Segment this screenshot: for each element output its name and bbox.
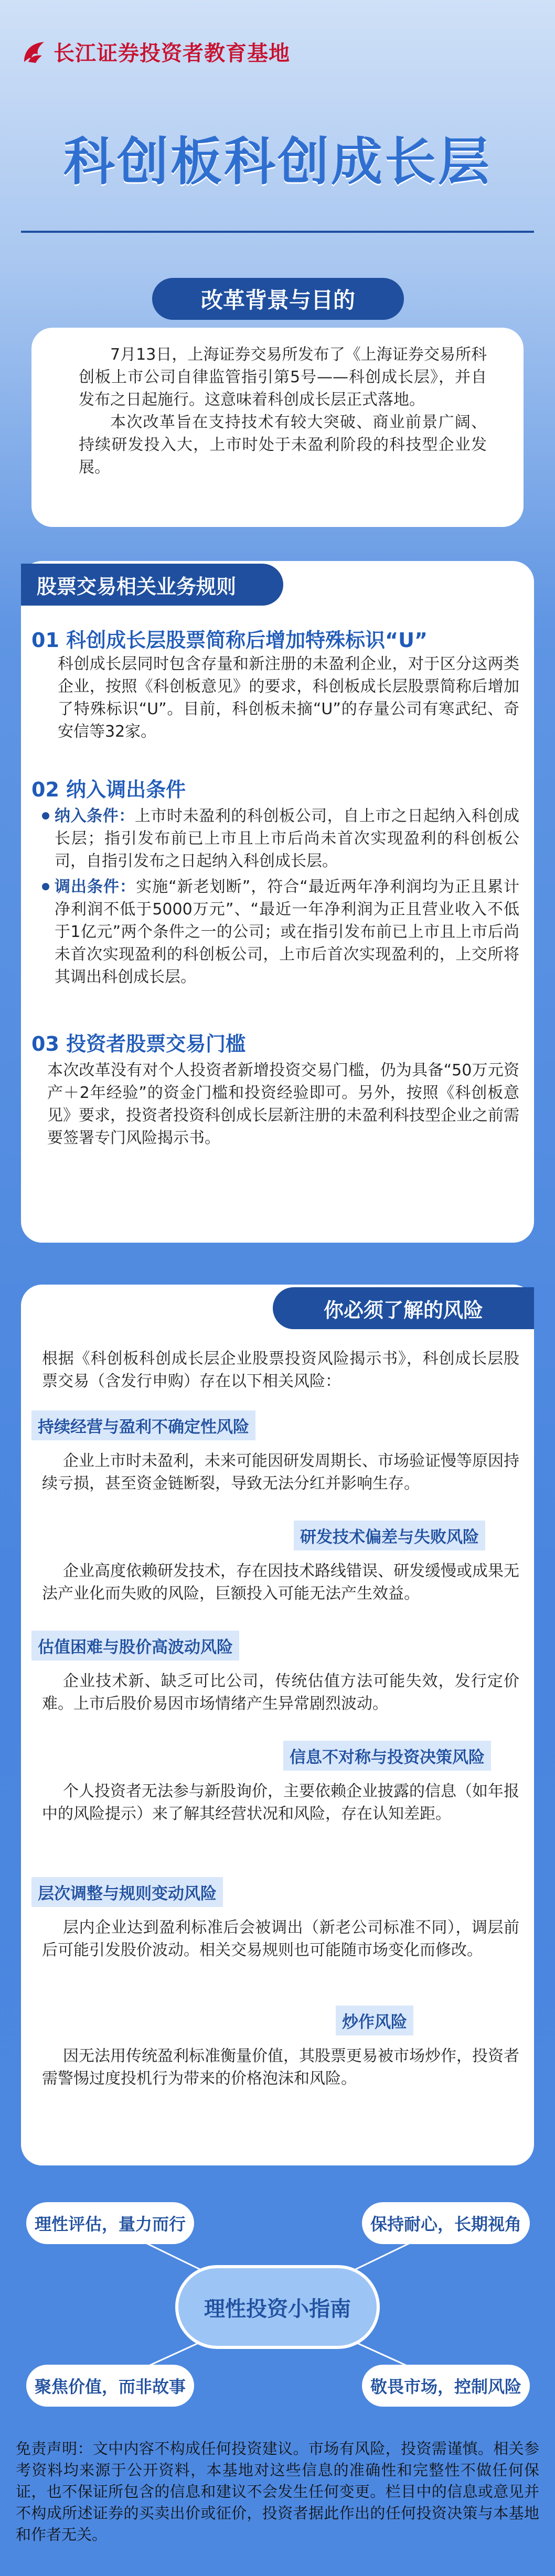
section-title-background [21,564,283,606]
rule-heading-03: 03 投资者股票交易门槛 [31,1032,246,1055]
risk-tag: 估值困难与股价高波动风险 [31,1631,239,1661]
risk-text: 企业上市时未盈利，未来可能因研发周期长、市场验证慢等原因持续亏损，甚至资金链断裂，导致无法分红并影响生存。 [42,1452,519,1493]
background-card [31,328,524,527]
risk-tag: 研发技术偏差与失败风险 [294,1521,485,1550]
brand-header [21,37,290,67]
section-title: 改革背景与目的 [200,287,355,313]
rule-bullets-02 [42,805,519,988]
risk-intro: 根据《科创板科创成长层企业股票投资风险揭示书》，科创成长层股票交易（含发行申购）存在以下相关风险： [42,1350,519,1391]
section-title-background [152,278,404,320]
title-divider [21,231,534,233]
risk-tag: 层次调整与规则变动风险 [31,1877,223,1907]
bullet-text: 实施“新老划断”，符合“最近两年净利润均为正且累计净利润不低于5000万元”、“最近一年净利润为正且营业收入不低于1亿元”两个条件之一的公司；或在指引发布前已上市且上市后尚未首次实现盈利的科创板公司，上市后首次实现盈利的，上交所将其调出科创成长层。 [55,878,519,986]
bullet-icon [42,883,49,890]
section-title-background [273,1287,534,1329]
rule-heading-01: 01 科创成长层股票简称后增加特殊标识“U” [31,629,428,652]
page-title: 科创板科创成长层 [63,132,492,192]
purpose-paragraph: 本次改革旨在支持技术有较大突破、商业前景广阔、持续研发投入大，上市时处于未盈利阶段的科技型企业发展。 [79,413,487,477]
risk-text: 因无法用传统盈利标准衡量价值，其股票更易被市场炒作，投资者需警惕过度投机行为带来的价格泡沫和风险。 [42,2047,519,2088]
guide-item-bottom-left: 聚焦价值，而非故事 [26,2365,194,2407]
brand-logo-icon [21,39,47,65]
background-paragraph: 7月13日，上海证券交易所发布了《上海证券交易所科创板上市公司自律监管指引第5号——科创成长层》，并自发布之日起施行。这意味着科创成长层正式落地。 [79,346,487,409]
disclaimer: 免责声明：文中内容不构成任何投资建议。市场有风险，投资需谨慎。相关参考资料均来源于公开资料，本基地对这些信息的准确性和完整性不做任何保证，也不保证所包含的信息和建议不会发生任何变更。栏目中的信息或意见并不构成所述证券的买卖出价或征价，投资者据此作出的任何投资决策与本基地和作者无关。 [16,2440,539,2543]
rule-text-03: 本次改革没有对个人投资者新增投资交易门槛，仍为具备“50万元资产＋2年经验”的资金门槛和投资经验即可。另外，按照《科创板意见》要求，投资者投资科创成长层新注册的未盈利科技型企业之前需要签署专门风险揭示书。 [47,1061,519,1147]
bullet-label: 纳入条件： [55,807,135,825]
rule-heading-02: 02 纳入调出条件 [31,778,186,801]
risk-text: 企业技术新、缺乏可比公司，传统估值方法可能失效，发行定价难。上市后股价易因市场情绪产生异常剧烈波动。 [42,1672,519,1713]
bullet-text: 上市时未盈利的科创板公司，自上市之日起纳入科创成长层；指引发布前已上市且上市后尚未首次实现盈利的科创板公司，自指引发布之日起纳入科创成长层。 [55,807,520,870]
guide-center: 理性投资小指南 [175,2265,380,2349]
section-title: 股票交易相关业务规则 [37,575,237,598]
list-item [42,876,519,988]
risk-tag: 炒作风险 [336,2006,413,2035]
risk-tag: 持续经营与盈利不确定性风险 [31,1410,255,1440]
list-item [42,805,519,872]
risk-text: 企业高度依赖研发技术，存在因技术路线错误、研发缓慢或成果无法产业化而失败的风险，巨额投入可能无法产生效益。 [42,1562,519,1603]
guide-item-top-right: 保持耐心，长期视角 [362,2202,530,2244]
section-title: 你必须了解的风险 [323,1298,483,1322]
risk-tag: 信息不对称与投资决策风险 [283,1741,491,1771]
risk-text: 层内企业达到盈利标准后会被调出（新老公司标准不同），调层前后可能引发股价波动。相关交易规则也可能随市场变化而修改。 [42,1918,519,1959]
guide-diagram [0,2197,555,2417]
bullet-label: 调出条件： [55,878,136,896]
risk-text: 个人投资者无法参与新股询价，主要依赖企业披露的信息（如年报中的风险提示）来了解其经营状况和风险，存在认知差距。 [42,1782,519,1823]
guide-item-top-left: 理性评估，量力而行 [26,2202,194,2244]
rule-text-01: 科创成长层同时包含存量和新注册的未盈利企业，对于区分这两类企业，按照《科创板意见》的要求，科创板成长层股票简称后增加了特殊标识“U”。目前，科创板未摘“U”的存量公司有寒武纪、奇安信等32家。 [58,655,519,741]
bullet-icon [42,812,49,820]
guide-item-bottom-right: 敬畏市场，控制风险 [362,2365,530,2407]
brand-name: 长江证券投资者教育基地 [54,41,290,66]
